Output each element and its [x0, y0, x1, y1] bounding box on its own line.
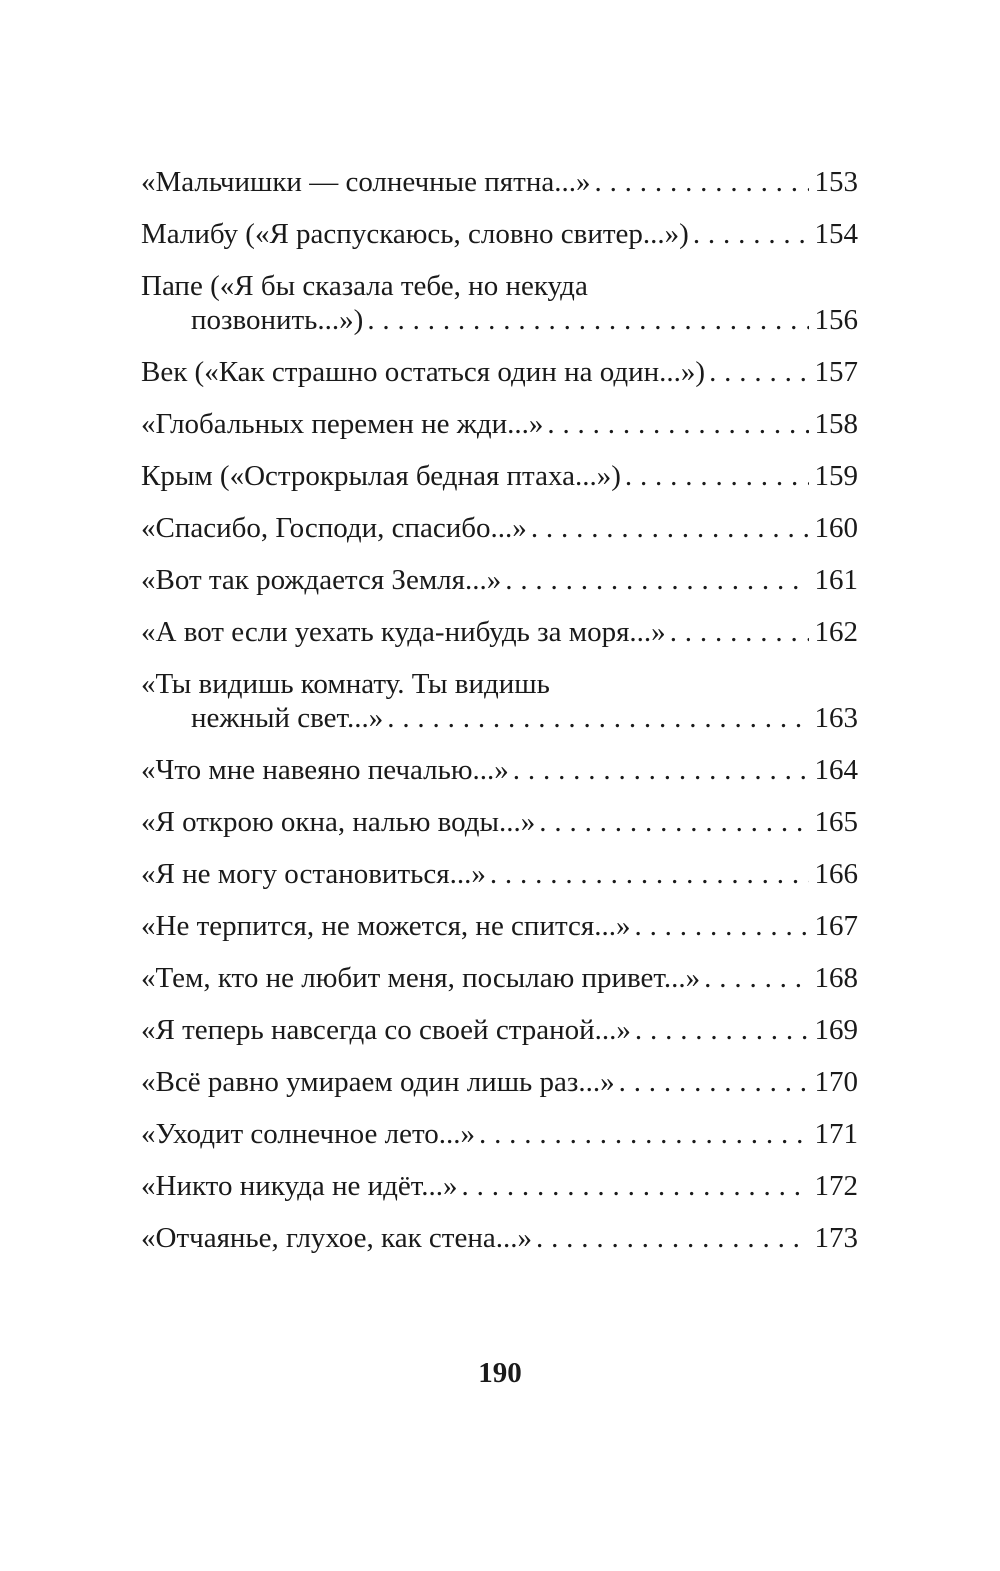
toc-entry-title: «Никто никуда не идёт...» [141, 1170, 458, 1202]
dot-leader [531, 511, 809, 545]
toc-entry [141, 753, 858, 787]
dot-leader [479, 1117, 809, 1151]
toc-entry [141, 407, 858, 441]
dot-leader [619, 1065, 809, 1099]
dot-leader [505, 563, 808, 597]
toc-entry-page: 154 [814, 218, 858, 250]
toc-entry-title: «Глобальных перемен не жди...» [141, 408, 544, 440]
toc-entry [141, 1221, 858, 1255]
toc-entry-page: 156 [814, 304, 858, 336]
toc-entry-title: «Что мне навеяно печалью...» [141, 754, 509, 786]
toc-entry-title: «Я не могу остановиться...» [141, 858, 486, 890]
toc-entry [141, 165, 858, 199]
toc-entry-page: 167 [814, 910, 858, 942]
dot-leader [539, 805, 808, 839]
toc-entry-title: Век («Как страшно остаться один на один...») [141, 356, 706, 388]
toc-entry-title: «Я теперь навсегда со своей страной...» [141, 1014, 631, 1046]
toc-entry-title: «Спасибо, Господи, спасибо...» [141, 512, 527, 544]
toc-entry-title: позвонить...») [191, 304, 364, 336]
toc-entry-title: «Всё равно умираем один лишь раз...» [141, 1066, 615, 1098]
toc-entry [141, 667, 858, 735]
toc-entry-page: 160 [814, 512, 858, 544]
toc-entry-page: 173 [814, 1222, 858, 1254]
dot-leader [490, 857, 809, 891]
dot-leader [367, 303, 808, 337]
toc-entry [141, 269, 858, 337]
toc-entry-title: «Вот так рождается Земля...» [141, 564, 502, 596]
toc-entry-title-first-line: Папе («Я бы сказала тебе, но некуда [141, 270, 588, 302]
toc-entry [141, 1169, 858, 1203]
toc-entry [141, 961, 858, 995]
toc-entry-page: 168 [814, 962, 858, 994]
dot-leader [625, 459, 809, 493]
toc-entry-title: Малибу («Я распускаюсь, словно свитер...») [141, 218, 689, 250]
toc-entry-page: 153 [814, 166, 858, 198]
toc-entry-page: 170 [814, 1066, 858, 1098]
toc-entry [141, 615, 858, 649]
toc-entry-title-first-line: «Ты видишь комнату. Ты видишь [141, 668, 550, 700]
toc-entry-title: «Не терпится, не можется, не спится...» [141, 910, 631, 942]
dot-leader [513, 753, 809, 787]
toc-entry-title: «Я открою окна, налью воды...» [141, 806, 536, 838]
toc-entry-title: Крым («Острокрылая бедная птаха...») [141, 460, 621, 492]
toc-entry [141, 459, 858, 493]
toc-entry-page: 159 [814, 460, 858, 492]
dot-leader [462, 1169, 809, 1203]
toc-entry [141, 1117, 858, 1151]
toc-entry-title: «Тем, кто не любит меня, посылаю привет...» [141, 962, 701, 994]
toc-entry [141, 805, 858, 839]
toc-entry-title: «Мальчишки — солнечные пятна...» [141, 166, 591, 198]
dot-leader [704, 961, 808, 995]
toc-entry-page: 164 [814, 754, 858, 786]
toc-entry-title: нежный свет...» [191, 702, 384, 734]
table-of-contents [141, 165, 858, 1273]
toc-entry [141, 355, 858, 389]
dot-leader [634, 909, 808, 943]
dot-leader [547, 407, 808, 441]
toc-entry-page: 169 [814, 1014, 858, 1046]
dot-leader [635, 1013, 809, 1047]
dot-leader [387, 701, 808, 735]
toc-entry [141, 217, 858, 251]
toc-entry-page: 166 [814, 858, 858, 890]
dot-leader [693, 217, 809, 251]
toc-entry-title: «Отчаянье, глухое, как стена...» [141, 1222, 532, 1254]
toc-entry-page: 172 [814, 1170, 858, 1202]
dot-leader [594, 165, 808, 199]
toc-entry [141, 563, 858, 597]
toc-entry-page: 161 [814, 564, 858, 596]
dot-leader [670, 615, 809, 649]
dot-leader [536, 1221, 809, 1255]
dot-leader [709, 355, 808, 389]
toc-entry [141, 1013, 858, 1047]
toc-entry-page: 165 [814, 806, 858, 838]
toc-entry-page: 158 [814, 408, 858, 440]
toc-entry-title: «А вот если уехать куда-нибудь за моря...» [141, 616, 666, 648]
toc-entry-page: 157 [814, 356, 858, 388]
toc-entry [141, 1065, 858, 1099]
toc-entry-page: 171 [814, 1118, 858, 1150]
toc-entry [141, 909, 858, 943]
toc-entry-page: 163 [814, 702, 858, 734]
toc-entry-title: «Уходит солнечное лето...» [141, 1118, 475, 1150]
toc-entry-page: 162 [814, 616, 858, 648]
page-number: 190 [478, 1357, 522, 1389]
toc-entry [141, 857, 858, 891]
toc-entry [141, 511, 858, 545]
